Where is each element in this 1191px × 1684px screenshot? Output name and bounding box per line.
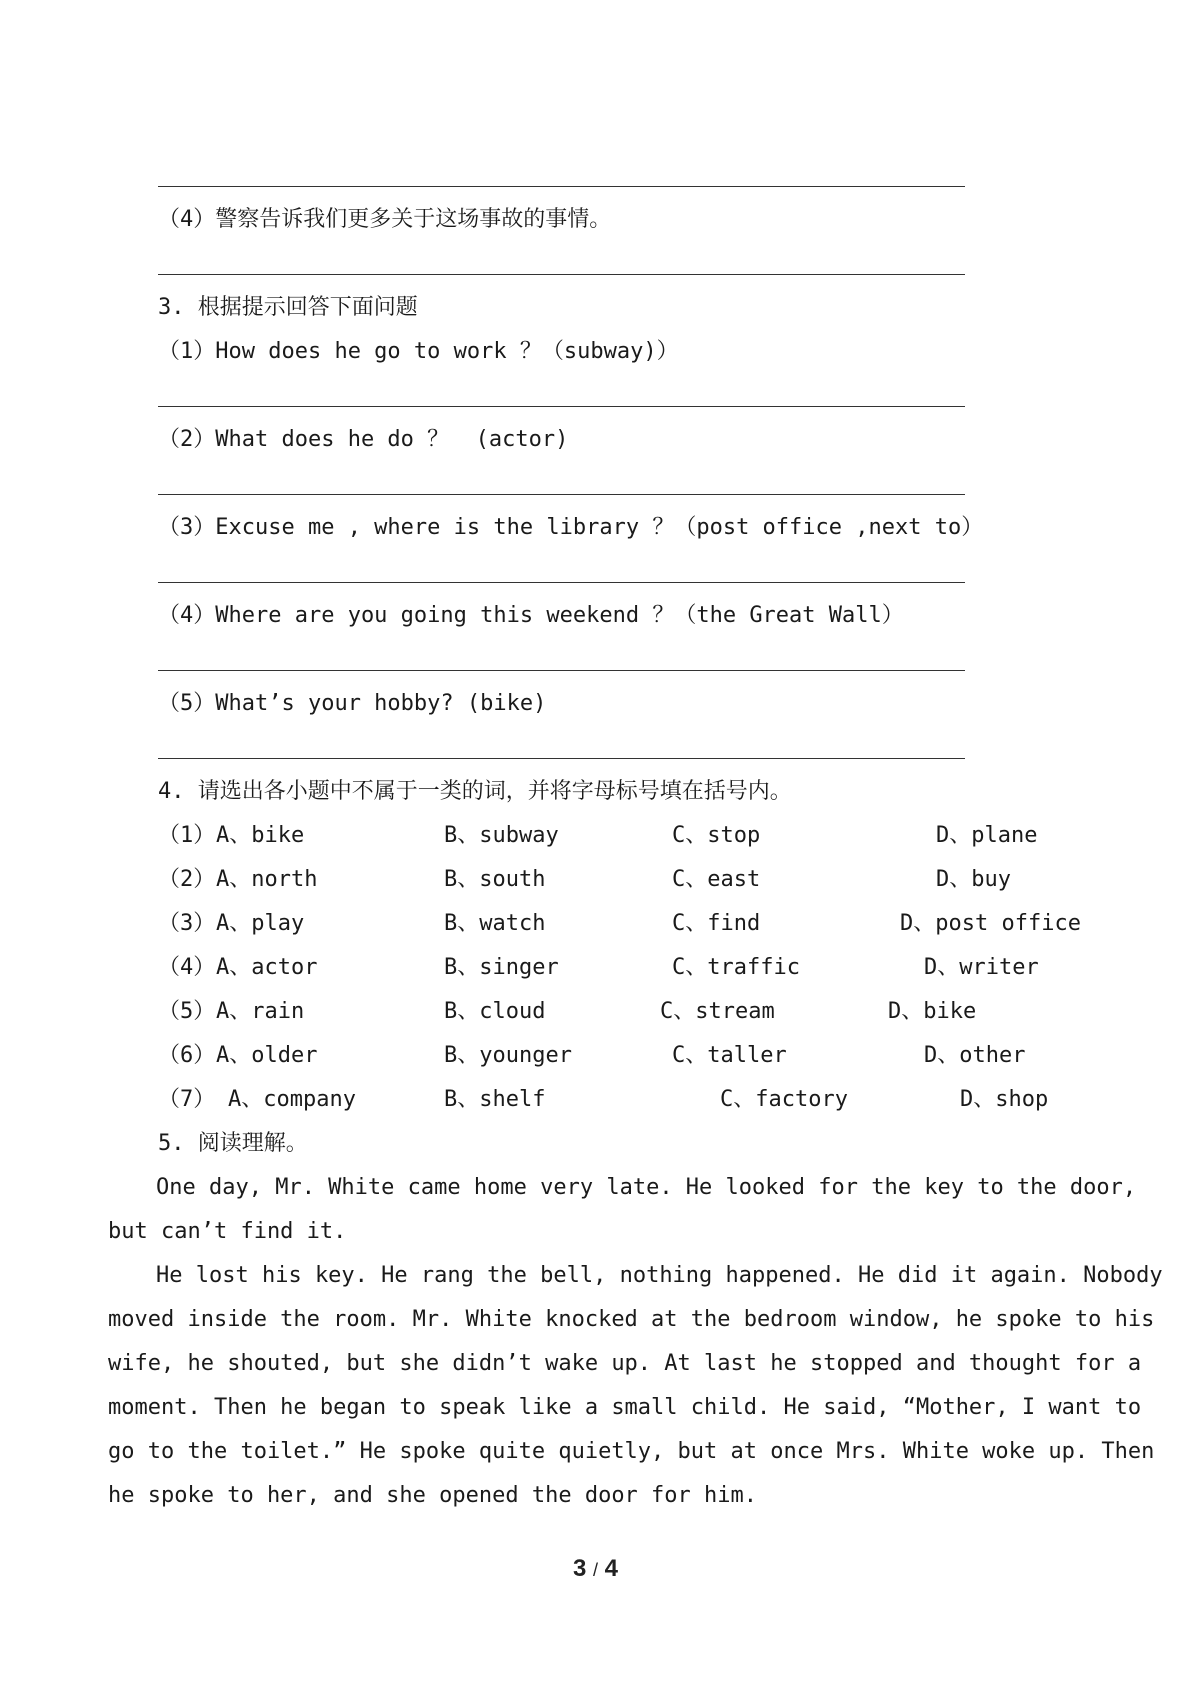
section-3-title: 3. 根据提示回答下面问题 [158,295,418,320]
option-b: B、subway [444,823,559,848]
section-4-title: 4. 请选出各小题中不属于一类的词，并将字母标号填在括号内。 [158,779,792,804]
option-d: D、post office [900,911,1081,936]
option-b: B、shelf [444,1087,546,1112]
question-1: （1）How does he go to work ？（subway)） [158,339,679,364]
translation-item-4: （4）警察告诉我们更多关于这场事故的事情。 [158,207,612,232]
passage-line: He lost his key. He rang the bell, nothing happened. He did it again. Nobody [156,1263,1163,1288]
option-d: D、writer [924,955,1039,980]
option-c: C、find [672,911,761,936]
option-c: C、factory [720,1087,848,1112]
section-5-title: 5. 阅读理解。 [158,1131,308,1156]
option-a: A、north [216,867,318,892]
passage-line: moment. Then he began to speak like a small child. He said, “Mother, I want to [108,1395,1142,1420]
option-d: D、plane [936,823,1038,848]
option-c: C、stream [660,999,775,1024]
answer-line [158,186,965,187]
question-5: （5）What’s your hobby? (bike) [158,691,547,716]
answer-line [158,274,965,275]
option-b: B、south [444,867,546,892]
choice-number: （1） [158,823,216,848]
option-a: A、play [216,911,305,936]
passage-line: One day, Mr. White came home very late. He looked for the key to the door, [156,1175,1137,1200]
passage-line: he spoke to her, and she opened the door for him. [108,1483,758,1508]
option-a: A、older [216,1043,318,1068]
option-a: A、actor [216,955,318,980]
option-b: B、cloud [444,999,546,1024]
option-c: C、taller [672,1043,787,1068]
option-b: B、younger [444,1043,572,1068]
option-a: A、bike [216,823,305,848]
option-c: C、traffic [672,955,800,980]
question-3: （3）Excuse me , where is the library ？（post office ,next to） [158,515,984,540]
answer-line [158,406,965,407]
passage-line: go to the toilet.” He spoke quite quietly, but at once Mrs. White woke up. Then [108,1439,1155,1464]
choice-number: （7） [158,1087,216,1112]
option-b: B、watch [444,911,546,936]
choice-number: （2） [158,867,216,892]
choice-number: （4） [158,955,216,980]
option-c: C、stop [672,823,761,848]
option-d: D、other [924,1043,1026,1068]
passage-line: wife, he shouted, but she didn’t wake up. At last he stopped and thought for a [108,1351,1142,1376]
answer-line [158,494,965,495]
option-c: C、east [672,867,761,892]
answer-line [158,670,965,671]
choice-number: （3） [158,911,216,936]
page-number [0,1555,1191,1583]
answer-line [158,758,965,759]
question-2: （2）What does he do ？ (actor) [158,427,569,452]
option-a: A、rain [216,999,305,1024]
choice-number: （6） [158,1043,216,1068]
page-separator: / [592,1560,598,1580]
passage-line: but can’t find it. [108,1219,347,1244]
option-b: B、singer [444,955,559,980]
current-page: 3 [572,1555,587,1582]
total-pages: 4 [604,1555,619,1582]
option-d: D、shop [960,1087,1049,1112]
choice-number: （5） [158,999,216,1024]
passage-line: moved inside the room. Mr. White knocked at the bedroom window, he spoke to his [108,1307,1155,1332]
question-4: （4）Where are you going this weekend ？（the Great Wall） [158,603,904,628]
option-d: D、bike [888,999,977,1024]
option-a: A、company [228,1087,356,1112]
answer-line [158,582,965,583]
option-d: D、buy [936,867,1011,892]
